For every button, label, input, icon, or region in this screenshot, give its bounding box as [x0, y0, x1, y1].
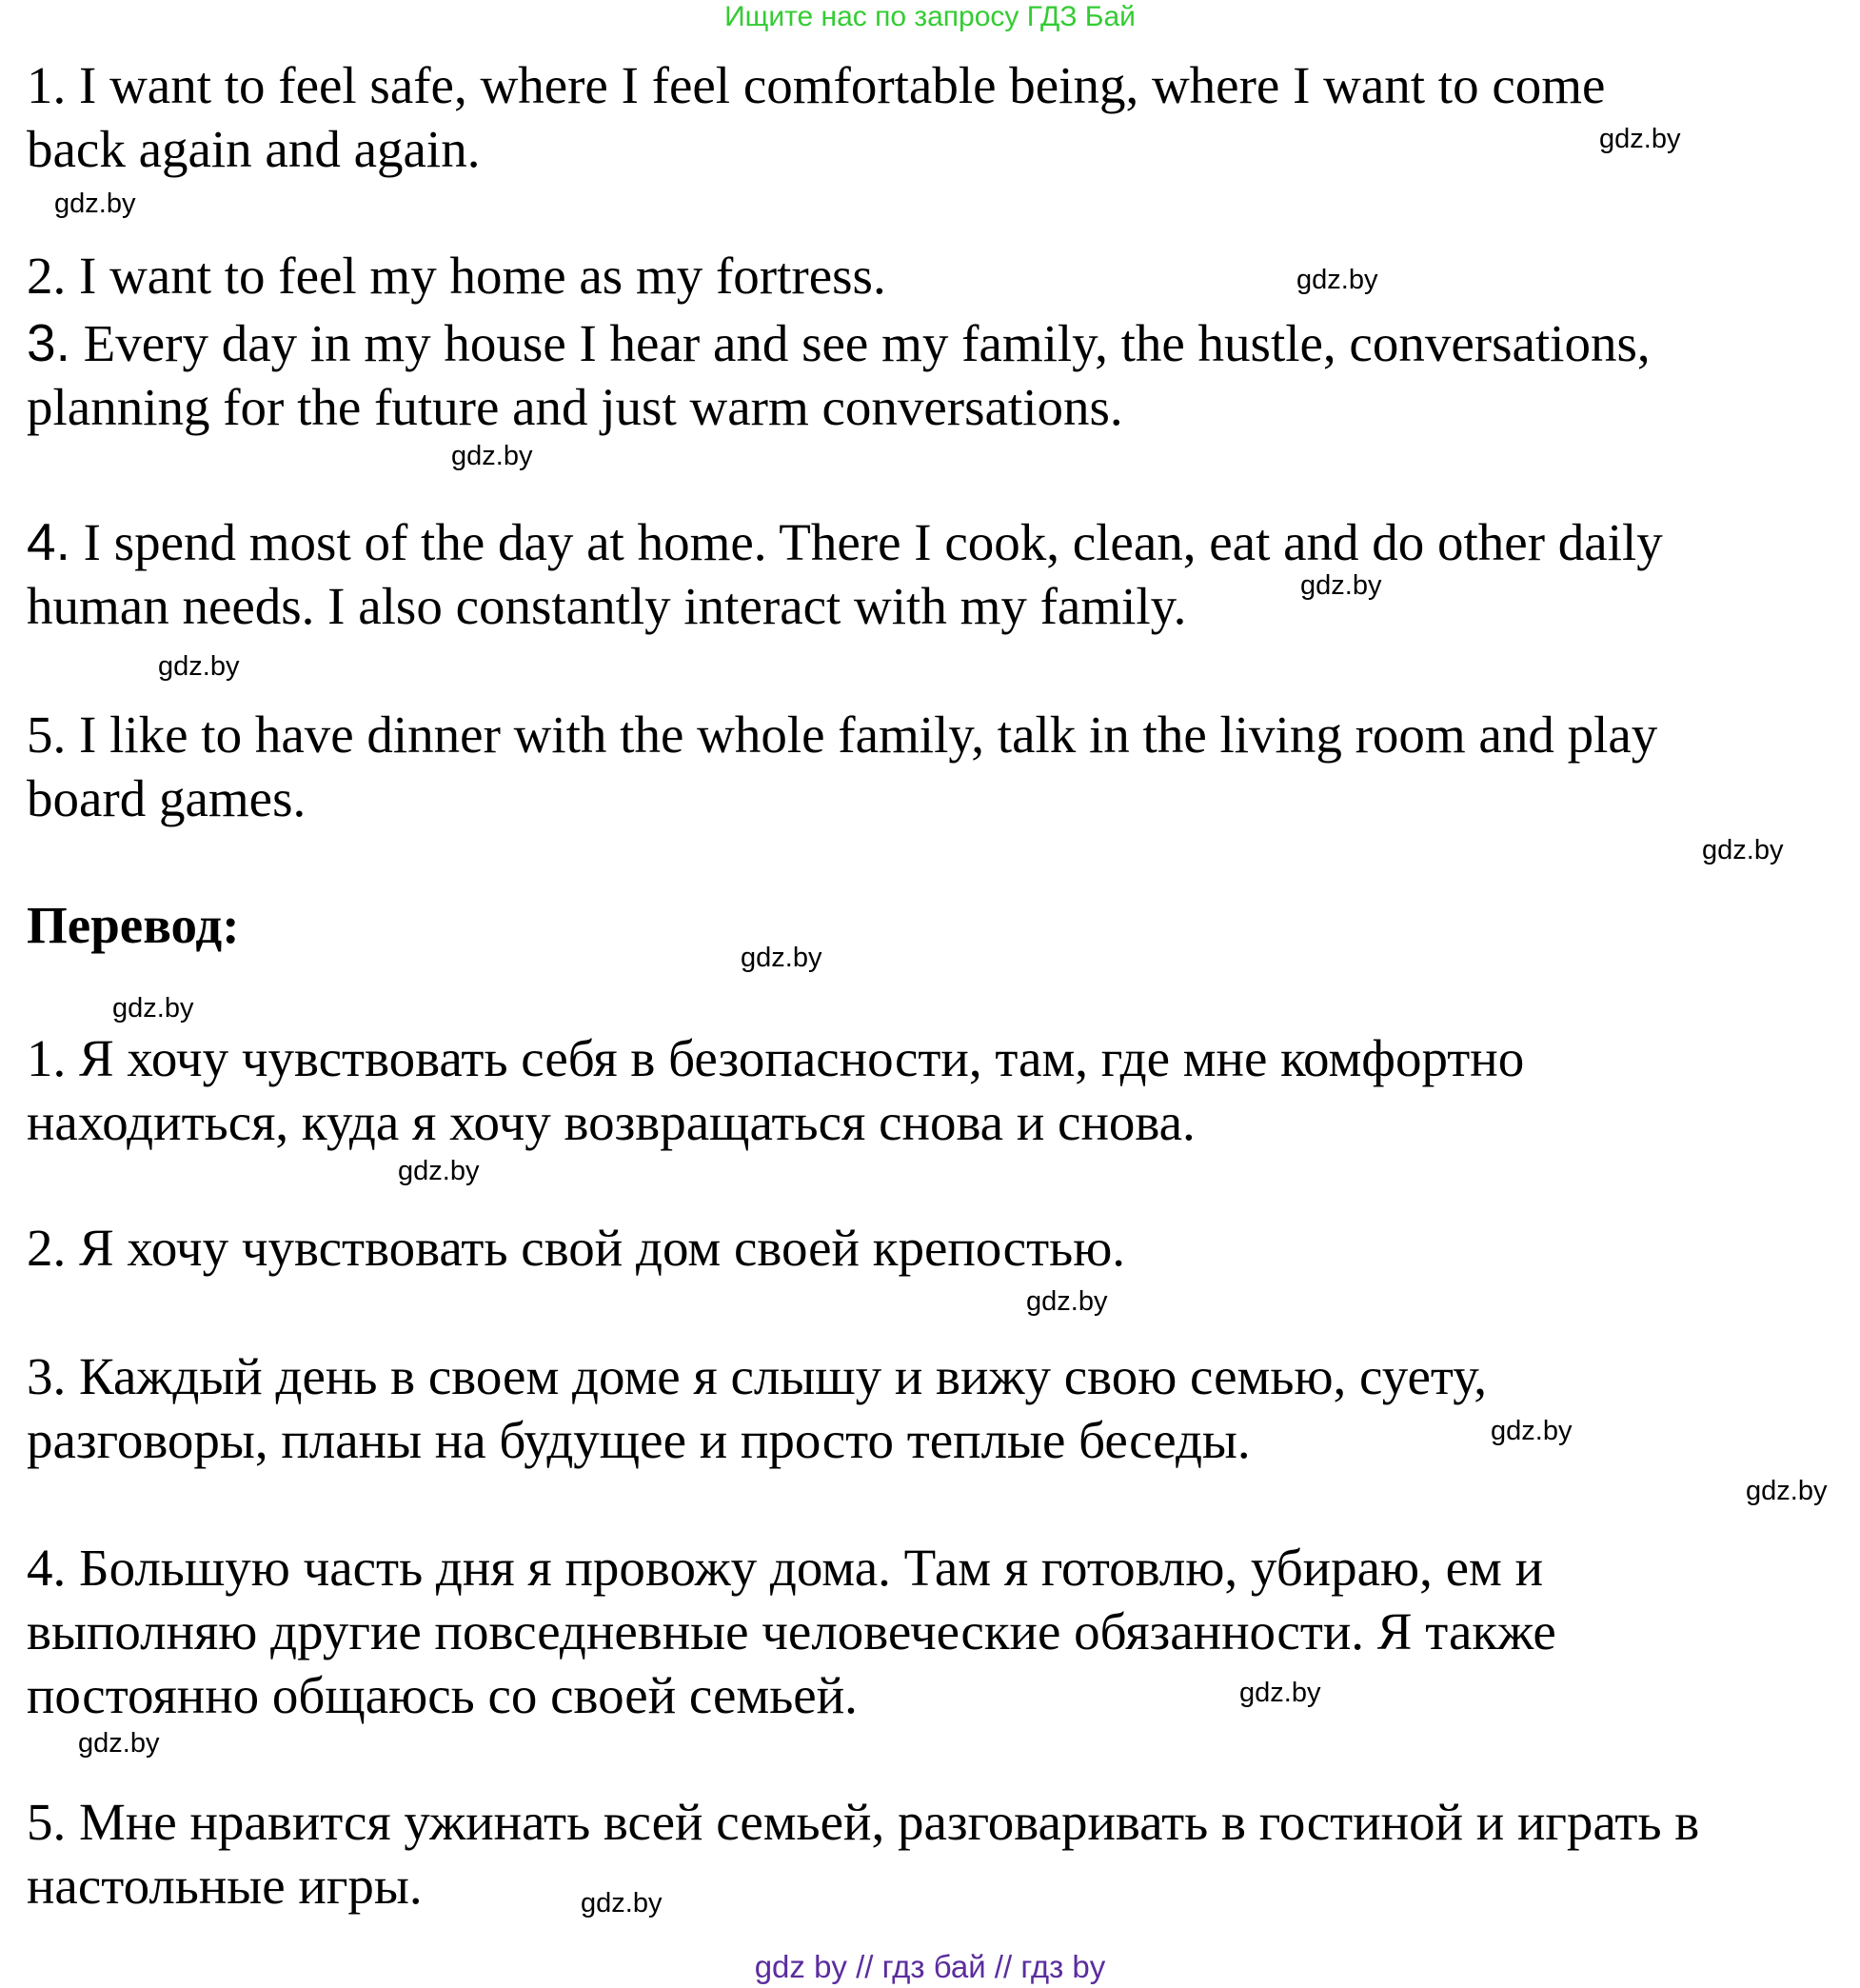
- answer-text: I spend most of the day at home. There I cook, clean, eat and do other daily: [83, 513, 1663, 571]
- answer-text: I want to feel my home as my fortress.: [79, 247, 886, 305]
- answer-line: [27, 1026, 1835, 1090]
- russian-translation-5: [27, 1790, 1835, 1918]
- answer-line: [27, 1216, 1835, 1280]
- russian-translation-3: [27, 1344, 1835, 1472]
- answer-text: board games.: [27, 769, 307, 827]
- watermark: gdz.by: [1026, 1286, 1108, 1317]
- answer-number: 3.: [27, 313, 70, 372]
- answer-number: 1.: [27, 56, 67, 114]
- watermark: gdz.by: [741, 943, 822, 973]
- footer-links[interactable]: gdz by // гдз бай // гдз by: [754, 1949, 1106, 1984]
- answer-line: [27, 1344, 1835, 1408]
- answer-number: 3.: [27, 1347, 67, 1405]
- english-answer-5: [27, 703, 1835, 830]
- watermark: gdz.by: [1599, 124, 1681, 154]
- answer-line: [27, 244, 1835, 308]
- watermark: gdz.by: [398, 1156, 480, 1186]
- answer-text: Every day in my house I hear and see my family, the hustle, conversations,: [83, 314, 1651, 372]
- answer-number: 5.: [27, 1793, 67, 1851]
- watermark: gdz.by: [1300, 570, 1382, 601]
- answer-text: Я хочу чувствовать свой дом своей крепостью.: [79, 1219, 1126, 1277]
- english-answer-4: [27, 510, 1835, 638]
- answer-number: 4.: [27, 512, 70, 571]
- answer-number: 5.: [27, 706, 67, 764]
- answer-text: находиться, куда я хочу возвращаться снова и снова.: [27, 1093, 1196, 1151]
- english-answer-3: [27, 311, 1835, 439]
- answer-number: 4.: [27, 1539, 67, 1597]
- watermark: gdz.by: [54, 189, 136, 219]
- answer-text: Мне нравится ужинать всей семьей, разговаривать в гостиной и играть в: [79, 1793, 1700, 1851]
- watermark: gdz.by: [451, 441, 533, 471]
- answer-number: 2.: [27, 247, 67, 305]
- answer-text: human needs. I also constantly interact with my family.: [27, 577, 1187, 635]
- watermark: gdz.by: [158, 651, 240, 682]
- answer-text: выполняю другие повседневные человеческие обязанности. Я также: [27, 1602, 1556, 1660]
- answer-text: Большую часть дня я провожу дома. Там я готовлю, убираю, ем и: [79, 1539, 1544, 1597]
- watermark: gdz.by: [78, 1728, 160, 1759]
- answer-number: 1.: [27, 1029, 67, 1087]
- answer-line: [27, 703, 1835, 766]
- answer-line: [27, 1790, 1835, 1854]
- answer-text: Я хочу чувствовать себя в безопасности, там, где мне комфортно: [79, 1029, 1525, 1087]
- watermark: gdz.by: [1491, 1416, 1573, 1446]
- russian-translation-2: [27, 1216, 1835, 1280]
- translation-heading: Перевод:: [27, 896, 240, 954]
- watermark: gdz.by: [1702, 835, 1784, 865]
- answer-number: 2.: [27, 1219, 67, 1277]
- russian-translation-4: [27, 1536, 1835, 1727]
- answer-text: разговоры, планы на будущее и просто теплые беседы.: [27, 1411, 1251, 1469]
- answer-text: Каждый день в своем доме я слышу и вижу свою семью, суету,: [79, 1347, 1487, 1405]
- top-banner[interactable]: Ищите нас по запросу ГДЗ Бай: [724, 1, 1136, 32]
- answer-text: настольные игры.: [27, 1857, 423, 1915]
- english-answer-2: [27, 244, 1835, 308]
- answer-line: [27, 311, 1835, 375]
- watermark: gdz.by: [1239, 1678, 1321, 1708]
- answer-text: постоянно общаюсь со своей семьей.: [27, 1666, 858, 1724]
- russian-translation-1: [27, 1026, 1835, 1154]
- answer-line: [27, 510, 1835, 574]
- watermark: gdz.by: [581, 1888, 663, 1918]
- answer-text: I want to feel safe, where I feel comfortable being, where I want to come: [79, 56, 1606, 114]
- answer-line: [27, 53, 1835, 117]
- answer-text: I like to have dinner with the whole family, talk in the living room and play: [79, 706, 1658, 764]
- answer-line: [27, 1536, 1835, 1600]
- watermark: gdz.by: [1746, 1476, 1828, 1506]
- watermark: gdz.by: [1296, 265, 1378, 295]
- english-answer-1: [27, 53, 1835, 181]
- watermark: gdz.by: [112, 993, 194, 1024]
- answer-text: back again and again.: [27, 120, 481, 178]
- answer-text: planning for the future and just warm conversations.: [27, 378, 1123, 436]
